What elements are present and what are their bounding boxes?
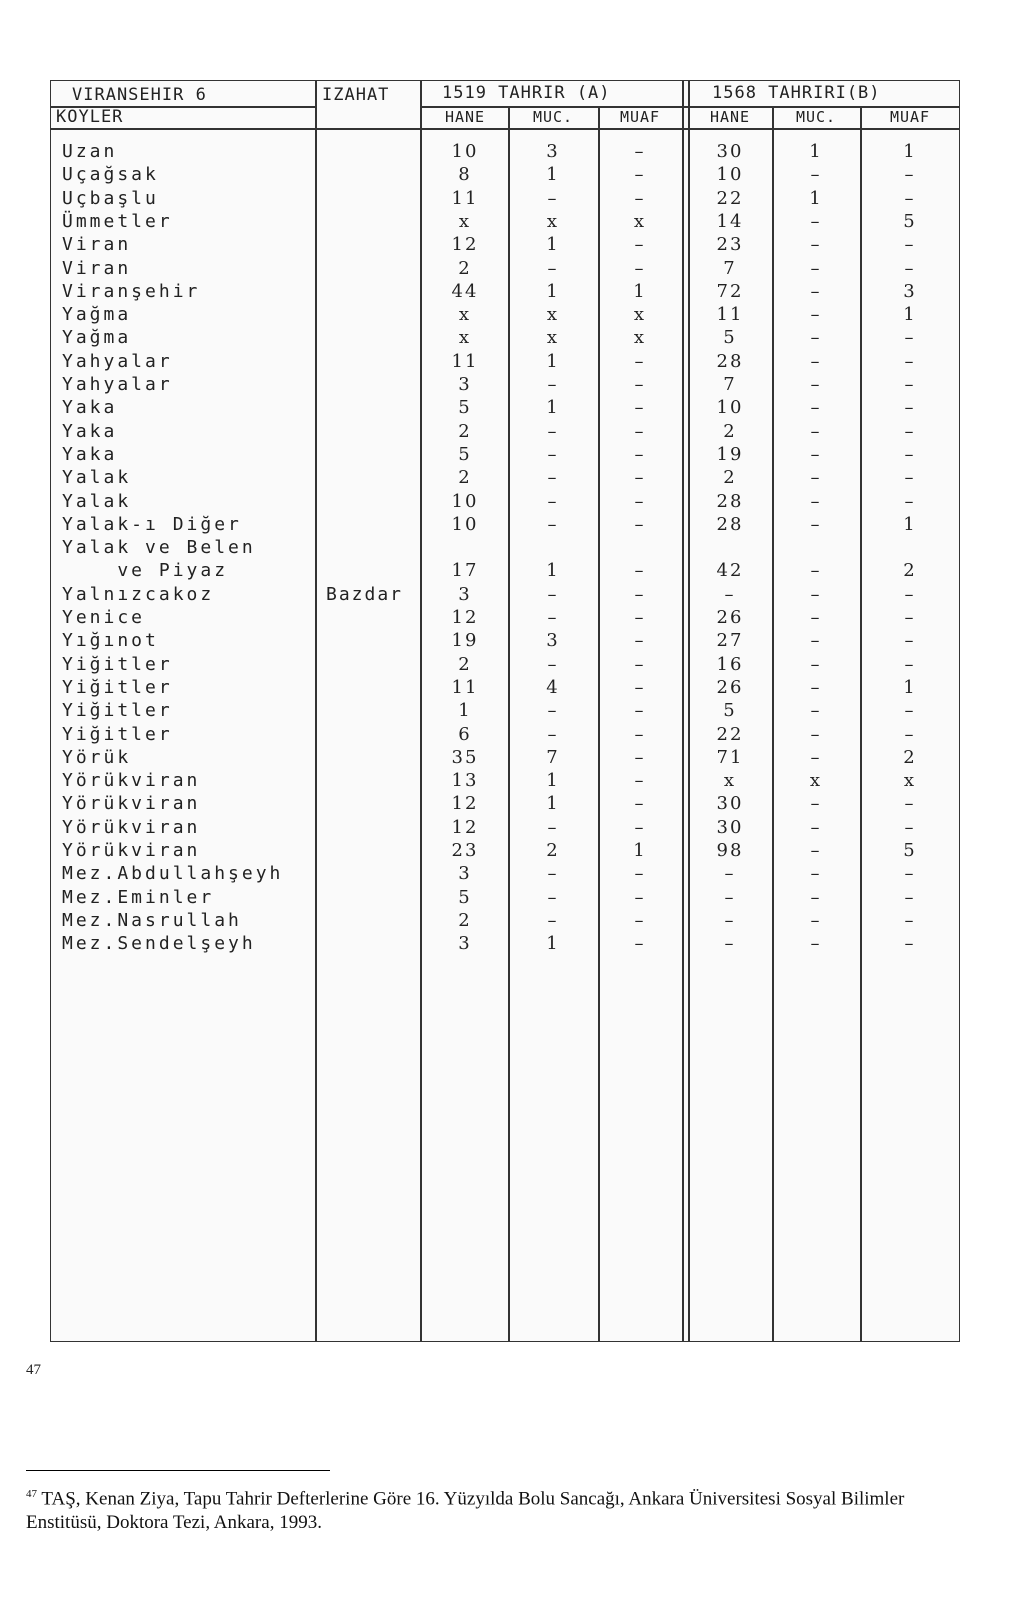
izahat-note: Bazdar [326,583,404,605]
hane-1568-cell: 11 [716,304,744,326]
village-name: Mez.Abdullahşeyh [62,863,284,885]
muaf-1568-cell: – [904,374,916,395]
muc-1519-cell: – [547,443,559,465]
muc-1519-cell: – [547,700,559,722]
hane-1568-cell: 7 [723,257,737,279]
muaf-1519-cell: – [634,863,646,885]
muaf-1519-cell: – [634,397,646,419]
muc-1568-cell: – [810,234,822,256]
table-row [50,816,960,839]
scanned-table [50,80,960,1342]
muc-1519-cell: 1 [546,234,560,256]
muc-1568-cell: x [809,770,823,792]
rule-header-bottom [50,128,960,130]
muc-1519-cell: – [547,607,559,628]
muc-1519-cell: 1 [546,164,560,186]
muc-1519-cell: – [547,583,559,605]
hane-1519-cell: x [458,210,472,232]
page-number: 47 [26,1362,41,1378]
col-koyler: KOYLER [56,107,124,127]
table-row [50,653,960,676]
muc-1519-cell: – [547,490,559,512]
hane-1568-cell: – [724,886,736,908]
hane-1568-cell: – [724,863,736,885]
muaf-1519-cell: x [633,327,647,349]
table-row [50,350,960,373]
village-name: Yalak [62,490,132,512]
muaf-1568-cell: 1 [903,513,917,535]
table-row [50,140,960,163]
table-row [50,443,960,466]
muc-1568-cell: – [810,280,822,302]
village-name: Yaka [62,397,118,419]
muaf-1519-cell: – [634,746,646,768]
table-row [50,559,960,582]
table-row [50,536,960,559]
muaf-1568-cell: – [904,350,916,372]
muaf-1519-cell: – [634,141,646,162]
muaf-1568-cell: – [904,700,916,722]
muc-1568-cell: – [810,350,822,372]
muc-1519-cell: 4 [546,676,560,698]
village-name: Yağma [62,304,132,326]
hane-1519-cell: 5 [458,443,472,465]
muc-1519-cell: 2 [546,840,560,861]
muaf-1568-cell: – [904,234,916,256]
muaf-1519-cell: – [634,560,646,582]
muc-1519-cell: – [547,374,559,395]
muc-1568-cell: – [810,304,822,326]
hane-1568-cell: 28 [716,513,744,535]
muaf-1568-cell: – [904,467,916,489]
muc-1568-cell: – [810,840,822,861]
hane-1519-cell: 10 [451,513,479,535]
hane-1568-cell: 19 [716,443,744,465]
hane-1519-cell: 44 [451,280,479,302]
hane-1519-cell: 3 [458,933,472,955]
muaf-1568-cell: x [903,770,917,792]
table-row [50,792,960,815]
village-name: Yiğitler [62,700,173,722]
footnote-rule [26,1470,330,1471]
muc-1568-cell: – [810,583,822,605]
hane-1519-cell: 3 [458,583,472,605]
muc-1568-cell: – [810,397,822,419]
village-name: Uçağsak [62,164,159,186]
muc-1519-cell: 1 [546,793,560,815]
muaf-1519-cell: – [634,420,646,442]
village-name: Yahyalar [62,374,173,395]
muc-1519-cell: 3 [546,630,560,652]
group-1568: 1568 TAHRIRI(B) [712,83,881,103]
hane-1519-cell: 12 [451,234,479,256]
muaf-1519-cell: x [633,210,647,232]
table-row [50,839,960,862]
muaf-1568-cell [860,536,960,559]
muaf-1568-cell: – [904,607,916,628]
hane-1519-cell: 8 [458,164,472,186]
hane-1568-cell: 30 [716,141,744,162]
muaf-1568-cell: – [904,793,916,815]
muc-1519-cell: – [547,187,559,209]
hane-1519-cell: 12 [451,816,479,838]
muc-1519-cell: – [547,513,559,535]
village-name: Uçbaşlu [62,187,159,209]
village-name: Mez.Eminler [62,886,215,908]
table-row [50,187,960,210]
table-row [50,326,960,349]
table-row [50,420,960,443]
table-row [50,233,960,256]
village-name: Yaka [62,443,118,465]
muaf-1568-cell: – [904,257,916,279]
sub-hane-b: HANE [709,108,751,126]
village-name: Viran [62,257,132,279]
muc-1519-cell: – [547,467,559,489]
muaf-1519-cell: – [634,909,646,931]
muaf-1519-cell: – [634,816,646,838]
table-row [50,629,960,652]
muc-1519-cell: 1 [546,560,560,582]
village-name: Yörükviran [62,840,201,861]
muc-1568-cell: – [810,257,822,279]
hane-1568-cell: – [724,933,736,955]
muc-1519-cell: – [547,653,559,675]
hane-1568-cell: 72 [716,280,744,302]
hane-1519-cell: 12 [451,793,479,815]
sub-muc-a: MUC. [532,108,574,126]
hane-1519-cell: 5 [458,886,472,908]
muaf-1519-cell: – [634,513,646,535]
muc-1519-cell: – [547,816,559,838]
muc-1568-cell: – [810,420,822,442]
muaf-1568-cell: 1 [903,676,917,698]
hane-1519-cell: 11 [451,187,479,209]
muc-1568-cell: – [810,374,822,395]
muaf-1519-cell: – [634,607,646,628]
muc-1568-cell: – [810,490,822,512]
hane-1568-cell: 98 [716,840,744,861]
muaf-1519-cell: – [634,583,646,605]
hane-1519-cell: 11 [451,350,479,372]
muaf-1519-cell: 1 [633,280,647,302]
hane-1519-cell: 3 [458,863,472,885]
table-row [50,257,960,280]
hane-1519-cell: 12 [451,607,479,628]
muc-1568-cell: – [810,513,822,535]
village-name: Yağma [62,327,132,349]
muaf-1568-cell: – [904,420,916,442]
muaf-1519-cell: – [634,490,646,512]
muc-1519-cell: 1 [546,350,560,372]
village-name: Yalak-ı Diğer [62,513,242,535]
muaf-1568-cell: 1 [903,141,917,162]
muaf-1568-cell: – [904,397,916,419]
muaf-1519-cell: – [634,467,646,489]
muaf-1568-cell: – [904,490,916,512]
col-izahat: IZAHAT [322,85,390,105]
table-row [50,746,960,769]
village-name: Ümmetler [62,210,173,232]
table-row [50,699,960,722]
hane-1568-cell: 5 [723,327,737,349]
muc-1568-cell: – [810,863,822,885]
table-row [50,723,960,746]
muc-1568-cell [772,536,860,559]
table-row [50,280,960,303]
muc-1568-cell: 1 [809,141,823,162]
muaf-1568-cell: – [904,164,916,186]
muaf-1519-cell: – [634,374,646,395]
muc-1568-cell: 1 [809,187,823,209]
table-row [50,163,960,186]
table-row [50,373,960,396]
hane-1519-cell: 1 [458,700,472,722]
muaf-1568-cell: – [904,630,916,652]
hane-1519-cell: 10 [451,141,479,162]
muc-1568-cell: – [810,443,822,465]
village-name: Yahyalar [62,350,173,372]
hane-1519-cell: 35 [451,746,479,768]
sub-muaf-a: MUAF [619,108,661,126]
table-row [50,606,960,629]
hane-1519-cell: 6 [458,723,472,745]
hane-1519-cell: 11 [451,676,479,698]
muaf-1519-cell: – [634,257,646,279]
village-name: Yörükviran [62,770,201,792]
footnote-marker: 47 [26,1488,37,1500]
village-name: Viranşehir [62,280,201,302]
muc-1519-cell [508,536,598,559]
village-name: ve Piyaz [62,560,229,582]
muc-1568-cell: – [810,327,822,349]
muc-1519-cell: – [547,420,559,442]
muc-1519-cell: 1 [546,280,560,302]
village-name: Yiğitler [62,723,173,745]
hane-1519-cell: 2 [458,257,472,279]
hane-1568-cell: 14 [716,210,744,232]
muaf-1519-cell: – [634,630,646,652]
hane-1519-cell: x [458,304,472,326]
muc-1568-cell: – [810,700,822,722]
hane-1568-cell: 10 [716,164,744,186]
muc-1568-cell: – [810,607,822,628]
muaf-1568-cell: 5 [903,840,917,861]
hane-1568-cell: 2 [723,420,737,442]
sub-muaf-b: MUAF [889,108,931,126]
muc-1519-cell: x [546,327,560,349]
muc-1519-cell: – [547,257,559,279]
hane-1519-cell: 3 [458,374,472,395]
hane-1568-cell: – [724,909,736,931]
hane-1519-cell: 2 [458,420,472,442]
muc-1519-cell: – [547,863,559,885]
muaf-1519-cell: – [634,653,646,675]
table-row [50,210,960,233]
hane-1568-cell: 16 [716,653,744,675]
muc-1519-cell: 1 [546,770,560,792]
muaf-1568-cell: 1 [903,304,917,326]
muaf-1568-cell: 2 [903,560,917,582]
muc-1519-cell: 1 [546,933,560,955]
hane-1519-cell: 5 [458,397,472,419]
village-name: Yörükviran [62,816,201,838]
hane-1568-cell: 28 [716,490,744,512]
muc-1568-cell: – [810,653,822,675]
muaf-1519-cell: – [634,443,646,465]
muc-1568-cell: – [810,909,822,931]
hane-1568-cell: 23 [716,234,744,256]
muc-1568-cell: – [810,630,822,652]
village-name: Yaka [62,420,118,442]
hane-1568-cell: 22 [716,187,744,209]
muc-1519-cell: 3 [546,141,560,162]
hane-1568-cell: – [724,583,736,605]
muaf-1568-cell: – [904,816,916,838]
hane-1519-cell: 13 [451,770,479,792]
table-title: VIRANSEHIR 6 [72,85,207,105]
hane-1568-cell: 71 [716,746,744,768]
muc-1519-cell: – [547,886,559,908]
village-name: Mez.Sendelşeyh [62,933,256,955]
muc-1568-cell: – [810,746,822,768]
muaf-1519-cell [598,536,682,559]
muaf-1568-cell: – [904,187,916,209]
sub-muc-b: MUC. [795,108,837,126]
muaf-1519-cell: – [634,234,646,256]
muc-1568-cell: – [810,933,822,955]
muc-1519-cell: – [547,723,559,745]
village-name: Mez.Nasrullah [62,909,242,931]
muaf-1568-cell: – [904,583,916,605]
hane-1519-cell: 2 [458,467,472,489]
footnote-text: TAŞ, Kenan Ziya, Tapu Tahrir Defterlerine Göre 16. Yüzyılda Bolu Sancağı, Ankara Üniversitesi Sosyal Bilimler Enstitüsü, Doktora Tezi, Ankara, 1993. [26,1488,905,1534]
hane-1519-cell: 23 [451,840,479,861]
group-1519: 1519 TAHRIR (A) [442,83,611,103]
muaf-1568-cell: 5 [903,210,917,232]
muc-1519-cell: 1 [546,397,560,419]
hane-1568-cell: 10 [716,397,744,419]
village-name: Viran [62,234,132,256]
muaf-1568-cell: – [904,723,916,745]
hane-1568-cell [688,536,772,559]
hane-1519-cell: 19 [451,630,479,652]
muc-1568-cell: – [810,793,822,815]
sub-hane-a: HANE [444,108,486,126]
village-name: Uzan [62,141,118,162]
muaf-1519-cell: – [634,886,646,908]
hane-1568-cell: 22 [716,723,744,745]
hane-1568-cell: 26 [716,676,744,698]
muaf-1519-cell: – [634,350,646,372]
village-name: Yığınot [62,630,159,652]
village-name: Yalnızcakoz [62,583,215,605]
muc-1519-cell: x [546,210,560,232]
table-row [50,769,960,792]
muaf-1568-cell: – [904,327,916,349]
village-name: Yiğitler [62,676,173,698]
hane-1568-cell: 42 [716,560,744,582]
muc-1568-cell: – [810,467,822,489]
village-name: Yörükviran [62,793,201,815]
hane-1568-cell: 5 [723,700,737,722]
muaf-1519-cell: – [634,933,646,955]
hane-1519-cell: 2 [458,909,472,931]
muc-1568-cell: – [810,676,822,698]
hane-1519-cell: x [458,327,472,349]
muaf-1568-cell: 2 [903,746,917,768]
hane-1568-cell: 7 [723,374,737,395]
table-row [50,513,960,536]
village-name: Yenice [62,607,146,628]
muaf-1519-cell: – [634,187,646,209]
table-row [50,303,960,326]
muc-1568-cell: – [810,816,822,838]
muaf-1519-cell: 1 [633,840,647,861]
muaf-1568-cell: – [904,909,916,931]
table-row [50,862,960,885]
muc-1519-cell: – [547,909,559,931]
muaf-1519-cell: – [634,700,646,722]
hane-1568-cell: 27 [716,630,744,652]
muaf-1519-cell: – [634,770,646,792]
hane-1568-cell: 26 [716,607,744,628]
muaf-1519-cell: – [634,164,646,186]
muaf-1519-cell: – [634,793,646,815]
muc-1519-cell: 7 [546,746,560,768]
hane-1519-cell: 2 [458,653,472,675]
muaf-1568-cell: – [904,653,916,675]
hane-1519-cell: 17 [451,560,479,582]
hane-1519-cell: 10 [451,490,479,512]
table-row [50,396,960,419]
village-name: Yörük [62,746,132,768]
table-row [50,490,960,513]
table-row [50,676,960,699]
table-row [50,909,960,932]
hane-1519-cell [422,536,508,559]
table-row [50,466,960,489]
table-row [50,583,960,606]
muaf-1519-cell: – [634,676,646,698]
muc-1568-cell: – [810,886,822,908]
muaf-1519-cell: x [633,304,647,326]
muc-1568-cell: – [810,210,822,232]
hane-1568-cell: 30 [716,793,744,815]
muc-1568-cell: – [810,164,822,186]
muc-1568-cell: – [810,560,822,582]
hane-1568-cell: 28 [716,350,744,372]
village-name: Yalak ve Belen [62,537,256,559]
muaf-1568-cell: – [904,443,916,465]
hane-1568-cell: 30 [716,816,744,838]
table-row [50,886,960,909]
muaf-1568-cell: – [904,886,916,908]
village-name: Yalak [62,467,132,489]
muaf-1568-cell: 3 [903,280,917,302]
hane-1568-cell: 2 [723,467,737,489]
hane-1568-cell: x [723,770,737,792]
muaf-1568-cell: – [904,863,916,885]
footnote [26,1482,976,1535]
muaf-1519-cell: – [634,723,646,745]
village-name: Yiğitler [62,653,173,675]
muc-1568-cell: – [810,723,822,745]
table-row [50,932,960,955]
muc-1519-cell: x [546,304,560,326]
muaf-1568-cell: – [904,933,916,955]
